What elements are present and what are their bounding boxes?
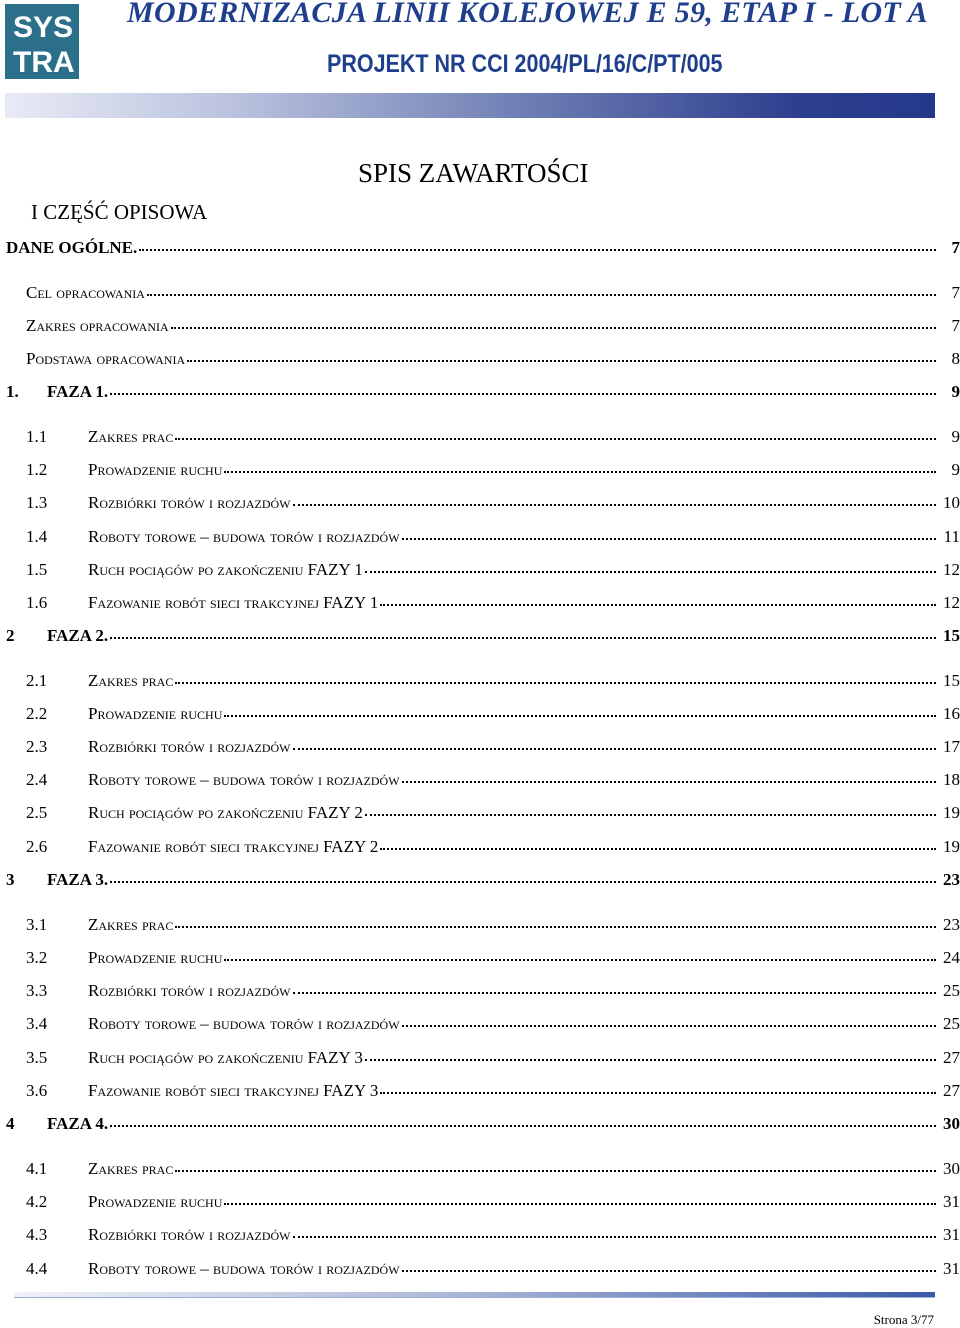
- toc-entry[interactable]: [0, 459, 960, 483]
- toc-entry-label: Prowadzenie ruchu: [88, 1192, 223, 1211]
- toc-entry-page: 27: [938, 1047, 960, 1069]
- toc-entry-label: DANE OGÓLNE.: [6, 238, 138, 257]
- toc-entry[interactable]: [0, 1047, 960, 1071]
- toc-entry-number: 3.2: [26, 948, 48, 967]
- toc-entry-page: 23: [938, 869, 960, 891]
- toc-entry-label: Zakres opracowania: [26, 316, 169, 335]
- toc-entry-page: 30: [938, 1113, 960, 1135]
- toc-entry-label: Prowadzenie ruchu: [88, 704, 223, 723]
- toc-entry-page: 31: [938, 1224, 960, 1246]
- toc-entry[interactable]: [0, 381, 960, 405]
- toc-entry-page: 11: [938, 526, 960, 548]
- toc-dot-leader: [224, 471, 936, 473]
- toc-dot-leader: [293, 1236, 936, 1238]
- toc-entry-label: Rozbiórki torów i rozjazdów: [88, 1225, 291, 1244]
- footer-gradient-bar: [14, 1292, 935, 1297]
- toc-entry-page: 17: [938, 736, 960, 758]
- toc-entry-number: 3.4: [26, 1014, 48, 1033]
- toc-entry-label: Rozbiórki torów i rozjazdów: [88, 981, 291, 1000]
- toc-entry-label: Fazowanie robót sieci trakcyjnej FAZY 1: [88, 593, 379, 612]
- toc-dot-leader: [224, 959, 936, 961]
- toc-entry[interactable]: [0, 492, 960, 516]
- toc-entry-number: 2.2: [26, 704, 48, 723]
- toc-entry[interactable]: [0, 426, 960, 450]
- toc-entry-page: 31: [938, 1191, 960, 1213]
- toc-entry[interactable]: [0, 282, 960, 306]
- toc-entry-page: 9: [938, 459, 960, 481]
- toc-entry-label: FAZA 3.: [47, 870, 109, 889]
- toc-entry-page: 19: [938, 802, 960, 824]
- page-title: SPIS ZAWARTOŚCI: [358, 158, 589, 188]
- toc-entry-page: 12: [938, 559, 960, 581]
- toc-dot-leader: [110, 393, 936, 395]
- toc-entry-number: 2.4: [26, 770, 48, 789]
- toc-dot-leader: [402, 1270, 936, 1272]
- toc-entry[interactable]: [0, 769, 960, 793]
- toc-dot-leader: [402, 1025, 936, 1027]
- toc-entry-label: FAZA 4.: [47, 1114, 109, 1133]
- toc-entry-page: 7: [938, 315, 960, 337]
- toc-entry-label: Zakres prac: [88, 915, 174, 934]
- toc-entry[interactable]: [0, 559, 960, 583]
- toc-entry-number: 4.4: [26, 1259, 48, 1278]
- toc-entry-label: Rozbiórki torów i rozjazdów: [88, 493, 291, 512]
- toc-entry[interactable]: [0, 947, 960, 971]
- toc-entry-number: 3.6: [26, 1081, 48, 1100]
- toc-entry-number: 1.4: [26, 527, 48, 546]
- toc-entry-label: Fazowanie robót sieci trakcyjnej FAZY 2: [88, 837, 379, 856]
- toc-entry-label: Roboty torowe – budowa torów i rozjazdów: [88, 770, 400, 789]
- toc-entry[interactable]: [0, 1191, 960, 1215]
- toc-dot-leader: [365, 1059, 936, 1061]
- toc-entry-number: 1.2: [26, 460, 48, 479]
- toc-entry[interactable]: [0, 1158, 960, 1182]
- toc-dot-leader: [365, 571, 936, 573]
- toc-entry-label: Prowadzenie ruchu: [88, 460, 223, 479]
- toc-dot-leader: [293, 748, 936, 750]
- project-number: PROJEKT NR CCI 2004/PL/16/C/PT/005: [327, 50, 723, 78]
- toc-entry-number: 4: [6, 1114, 15, 1133]
- toc-entry-label: FAZA 1.: [47, 382, 109, 401]
- toc-entry[interactable]: [0, 526, 960, 550]
- toc-dot-leader: [110, 637, 936, 639]
- toc-entry[interactable]: [0, 1224, 960, 1248]
- toc-entry-page: 7: [938, 237, 960, 259]
- toc-entry[interactable]: [0, 592, 960, 616]
- toc-entry-number: 2.1: [26, 671, 48, 690]
- toc-dot-leader: [365, 814, 936, 816]
- toc-entry[interactable]: [0, 625, 960, 649]
- toc-entry[interactable]: [0, 836, 960, 860]
- header-title: MODERNIZACJA LINII KOLEJOWEJ E 59, ETAP I - LOT A: [127, 0, 928, 29]
- toc-dot-leader: [224, 1203, 936, 1205]
- page-number: Strona 3/77: [873, 1312, 934, 1327]
- toc-entry-page: 9: [938, 381, 960, 403]
- toc-dot-leader: [380, 604, 936, 606]
- toc-entry-number: 1.: [6, 382, 19, 401]
- toc-entry-page: 7: [938, 282, 960, 304]
- systra-logo: [5, 4, 79, 79]
- toc-entry-page: 16: [938, 703, 960, 725]
- toc-dot-leader: [293, 504, 936, 506]
- toc-dot-leader: [224, 715, 936, 717]
- toc-entry[interactable]: [0, 1113, 960, 1137]
- toc-entry-page: 30: [938, 1158, 960, 1180]
- toc-entry-label: Rozbiórki torów i rozjazdów: [88, 737, 291, 756]
- toc-entry-page: 18: [938, 769, 960, 791]
- toc-entry-page: 19: [938, 836, 960, 858]
- toc-entry-label: FAZA 2.: [47, 626, 109, 645]
- toc-dot-leader: [380, 1092, 936, 1094]
- toc-entry-page: 31: [938, 1258, 960, 1280]
- toc-entry[interactable]: [0, 802, 960, 826]
- toc-entry-page: 23: [938, 914, 960, 936]
- toc-entry-page: 9: [938, 426, 960, 448]
- toc-entry[interactable]: [0, 914, 960, 938]
- toc-entry-page: 25: [938, 1013, 960, 1035]
- toc-dot-leader: [171, 327, 936, 329]
- toc-entry-page: 15: [938, 625, 960, 647]
- toc-entry-number: 2.3: [26, 737, 48, 756]
- logo-text-bottom: TRA: [13, 46, 75, 79]
- toc-entry-page: 12: [938, 592, 960, 614]
- toc-entry-number: 4.1: [26, 1159, 48, 1178]
- toc-entry-label: Roboty torowe – budowa torów i rozjazdów: [88, 1014, 400, 1033]
- toc-entry[interactable]: [0, 670, 960, 694]
- toc-entry-label: Ruch pociągów po zakończeniu FAZY 3: [88, 1048, 363, 1067]
- part-heading: I CZĘŚĆ OPISOWA: [31, 200, 208, 224]
- toc-entry[interactable]: [0, 237, 960, 261]
- toc-dot-leader: [110, 1125, 936, 1127]
- toc-entry-label: Roboty torowe – budowa torów i rozjazdów: [88, 527, 400, 546]
- toc-entry[interactable]: [0, 980, 960, 1004]
- toc-entry[interactable]: [0, 703, 960, 727]
- toc-entry-label: Roboty torowe – budowa torów i rozjazdów: [88, 1259, 400, 1278]
- toc-entry-number: 4.2: [26, 1192, 48, 1211]
- toc-dot-leader: [187, 360, 936, 362]
- toc-entry-number: 3.5: [26, 1048, 48, 1067]
- toc-dot-leader: [175, 926, 936, 928]
- toc-dot-leader: [147, 294, 936, 296]
- toc-entry[interactable]: [0, 348, 960, 372]
- toc-entry-page: 24: [938, 947, 960, 969]
- toc-dot-leader: [293, 992, 936, 994]
- toc-entry-number: 2.6: [26, 837, 48, 856]
- toc-entry-number: 1.3: [26, 493, 48, 512]
- toc-dot-leader: [175, 438, 936, 440]
- header-gradient-bar: [5, 93, 935, 118]
- toc-entry-label: Zakres prac: [88, 427, 174, 446]
- toc-entry-page: 8: [938, 348, 960, 370]
- toc-dot-leader: [175, 1170, 936, 1172]
- logo-text-top: SYS: [13, 11, 74, 44]
- toc-entry[interactable]: [0, 1013, 960, 1037]
- toc-entry-number: 1.6: [26, 593, 48, 612]
- toc-entry[interactable]: [0, 315, 960, 339]
- toc-entry-number: 1.1: [26, 427, 48, 446]
- toc-entry-number: 4.3: [26, 1225, 48, 1244]
- toc-entry[interactable]: [0, 869, 960, 893]
- toc-entry[interactable]: [0, 1080, 960, 1104]
- toc-dot-leader: [139, 249, 936, 251]
- toc-entry-page: 27: [938, 1080, 960, 1102]
- toc-entry-label: Zakres prac: [88, 671, 174, 690]
- toc-entry-page: 25: [938, 980, 960, 1002]
- toc-entry-number: 3.3: [26, 981, 48, 1000]
- toc-entry-page: 15: [938, 670, 960, 692]
- toc-dot-leader: [402, 538, 936, 540]
- toc-entry-number: 1.5: [26, 560, 48, 579]
- toc-entry-label: Prowadzenie ruchu: [88, 948, 223, 967]
- toc-entry-label: Fazowanie robót sieci trakcyjnej FAZY 3: [88, 1081, 379, 1100]
- toc-entry-number: 3.1: [26, 915, 48, 934]
- toc-entry-label: Ruch pociągów po zakończeniu FAZY 2: [88, 803, 363, 822]
- toc-entry-number: 3: [6, 870, 15, 889]
- toc-entry-label: Podstawa opracowania: [26, 349, 186, 368]
- toc-entry-label: Cel opracowania: [26, 283, 145, 302]
- toc-dot-leader: [175, 682, 936, 684]
- toc-dot-leader: [380, 848, 936, 850]
- toc-dot-leader: [110, 881, 936, 883]
- toc-entry[interactable]: [0, 1258, 960, 1282]
- toc-entry-number: 2: [6, 626, 15, 645]
- toc-entry[interactable]: [0, 736, 960, 760]
- toc-dot-leader: [402, 781, 936, 783]
- toc-entry-label: Zakres prac: [88, 1159, 174, 1178]
- toc-entry-label: Ruch pociągów po zakończeniu FAZY 1: [88, 560, 363, 579]
- toc-entry-number: 2.5: [26, 803, 48, 822]
- toc-entry-page: 10: [938, 492, 960, 514]
